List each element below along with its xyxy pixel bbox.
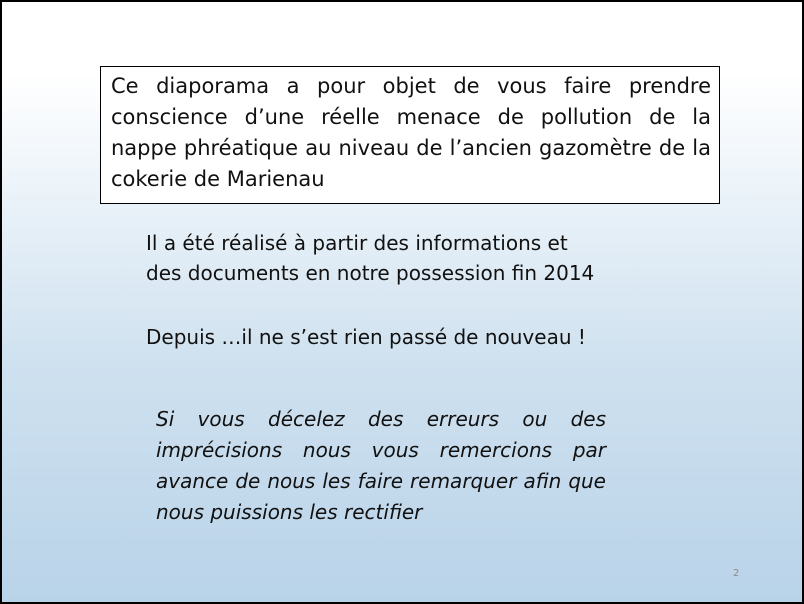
- page-number: 2: [733, 568, 740, 579]
- status-paragraph: Depuis …il ne s’est rien passé de nouveau !: [146, 325, 586, 349]
- intro-text: Ce diaporama a pour objet de vous faire prendre conscience d’une réelle menace de pollution de la nappe phréatique au niveau de l’ancien gazomètre de la cokerie de Marienau: [111, 74, 711, 191]
- origin-paragraph: Il a été réalisé à partir des informations et des documents en notre possession fin 2014: [146, 231, 595, 285]
- intro-text-box: [100, 66, 720, 204]
- feedback-note: Si vous décelez des erreurs ou des imprécisions nous vous remercions par avance de nous les faire remarquer afin que nous puissions les rectifier: [156, 407, 606, 524]
